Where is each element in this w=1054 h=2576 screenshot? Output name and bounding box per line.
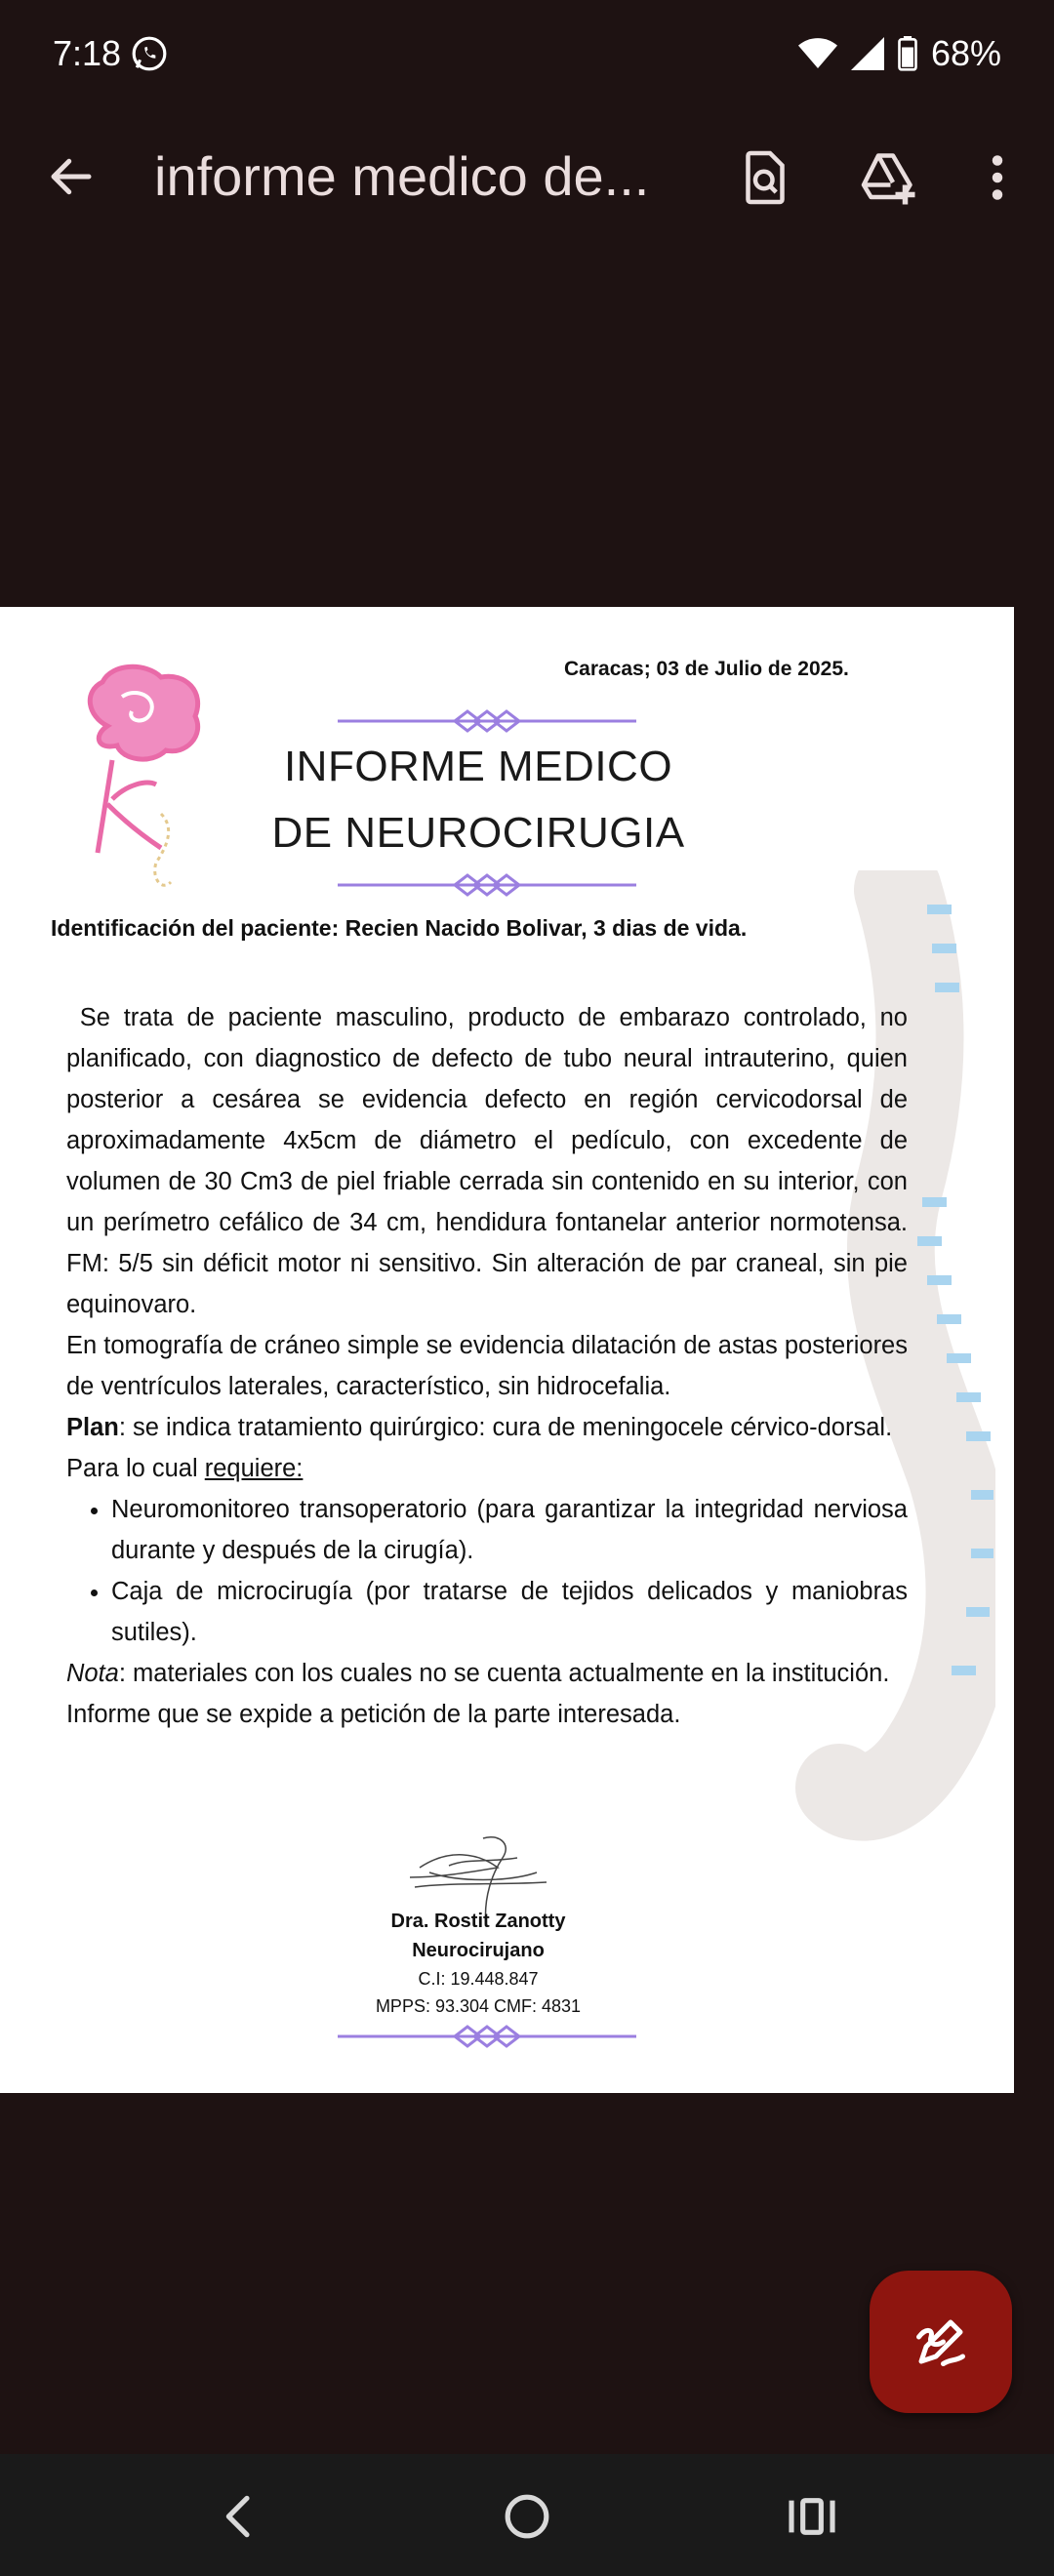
add-to-drive-icon[interactable]	[859, 148, 917, 207]
ornament-divider	[338, 870, 636, 900]
signer-mpps: MPPS: 93.304 CMF: 4831	[375, 1996, 582, 2016]
note-label: Nota	[66, 1660, 119, 1687]
edit-fab-button[interactable]	[870, 2271, 1012, 2413]
home-icon[interactable]	[500, 2489, 554, 2544]
more-vert-icon[interactable]	[968, 148, 1027, 207]
heading-line-1: INFORME MEDICO	[283, 743, 673, 790]
back-arrow-icon[interactable]	[45, 150, 98, 203]
requirements-prefix: Para lo cual	[66, 1455, 205, 1482]
plan-label: Plan	[66, 1414, 119, 1441]
paragraph-findings: Se trata de paciente masculino, producto de embarazo controlado, no planificado, con diagnostico de defecto de tubo neural intrauterino, quien posterior a cesárea se evidencia defecto en región cervicodorsal de aproximadamente 4x5cm de diámetro el pedículo, con excedente de volumen de 30 Cm3 de piel friable cerrada sin contenido en su interior, con un perímetro cefálico de 34 cm, hendidura fontanelar anterior normotensa. FM: 5/5 sin déficit motor ni sensitivo. Sin alteración de par craneal, sin pie equinovaro.	[66, 1004, 915, 1318]
paragraph-requirements	[66, 1448, 908, 1489]
navigation-bar	[0, 2454, 1054, 2576]
paragraph-tomography: En tomografía de cráneo simple se evidencia dilatación de astas posteriores de ventrículos laterales, característico, sin hidrocefalia.	[66, 1332, 908, 1400]
paragraph-note	[66, 1653, 908, 1694]
document-date: Caracas; 03 de Julio de 2025.	[564, 658, 849, 680]
document-page	[0, 607, 1014, 2093]
requirements-list	[66, 1489, 908, 1653]
app-bar	[0, 115, 1054, 242]
report-body	[66, 997, 915, 1735]
list-item: • Caja de microcirugía (por tratarse de tejidos delicados y maniobras sutiles).	[111, 1571, 908, 1653]
whatsapp-icon	[131, 35, 168, 72]
signer-title: Neurocirujano	[412, 1940, 545, 1961]
status-right	[798, 33, 1001, 74]
battery-percent: 68%	[930, 33, 1001, 73]
patient-identification: Identificación del paciente: Recien Nacido Bolivar, 3 dias de vida.	[51, 915, 748, 941]
document-heading	[264, 734, 693, 866]
signer-block	[293, 1907, 664, 2020]
signal-icon	[851, 37, 884, 70]
plan-text: : se indica tratamiento quirúrgico: cura de meningocele cérvico-dorsal.	[118, 1414, 893, 1441]
recents-icon[interactable]	[785, 2489, 839, 2544]
ornament-divider	[338, 706, 636, 736]
nav-back-icon[interactable]	[213, 2489, 267, 2544]
edit-pen-icon	[912, 2313, 970, 2371]
logo	[68, 658, 224, 911]
signer-ci: C.I: 19.448.847	[418, 1969, 539, 1989]
note-text: : materiales con los cuales no se cuenta actualmente en la institución.	[118, 1660, 890, 1687]
list-item: • Neuromonitoreo transoperatorio (para garantizar la integridad nerviosa durante y después de la cirugía).	[111, 1489, 908, 1571]
paragraph-plan	[66, 1407, 908, 1448]
paragraph-closing: Informe que se expide a petición de la parte interesada.	[66, 1701, 681, 1728]
signer-name: Dra. Rostit Zanotty	[390, 1911, 566, 1932]
ornament-divider	[338, 2022, 636, 2051]
wifi-icon	[798, 37, 837, 70]
status-time: 7:18	[53, 33, 122, 73]
heading-line-2: DE NEUROCIRUGIA	[271, 809, 685, 857]
search-document-icon[interactable]	[736, 148, 794, 207]
status-bar	[0, 0, 1054, 115]
battery-icon	[898, 36, 917, 71]
document-title: informe medico de...	[154, 145, 650, 207]
requirements-label: requiere:	[204, 1455, 304, 1482]
